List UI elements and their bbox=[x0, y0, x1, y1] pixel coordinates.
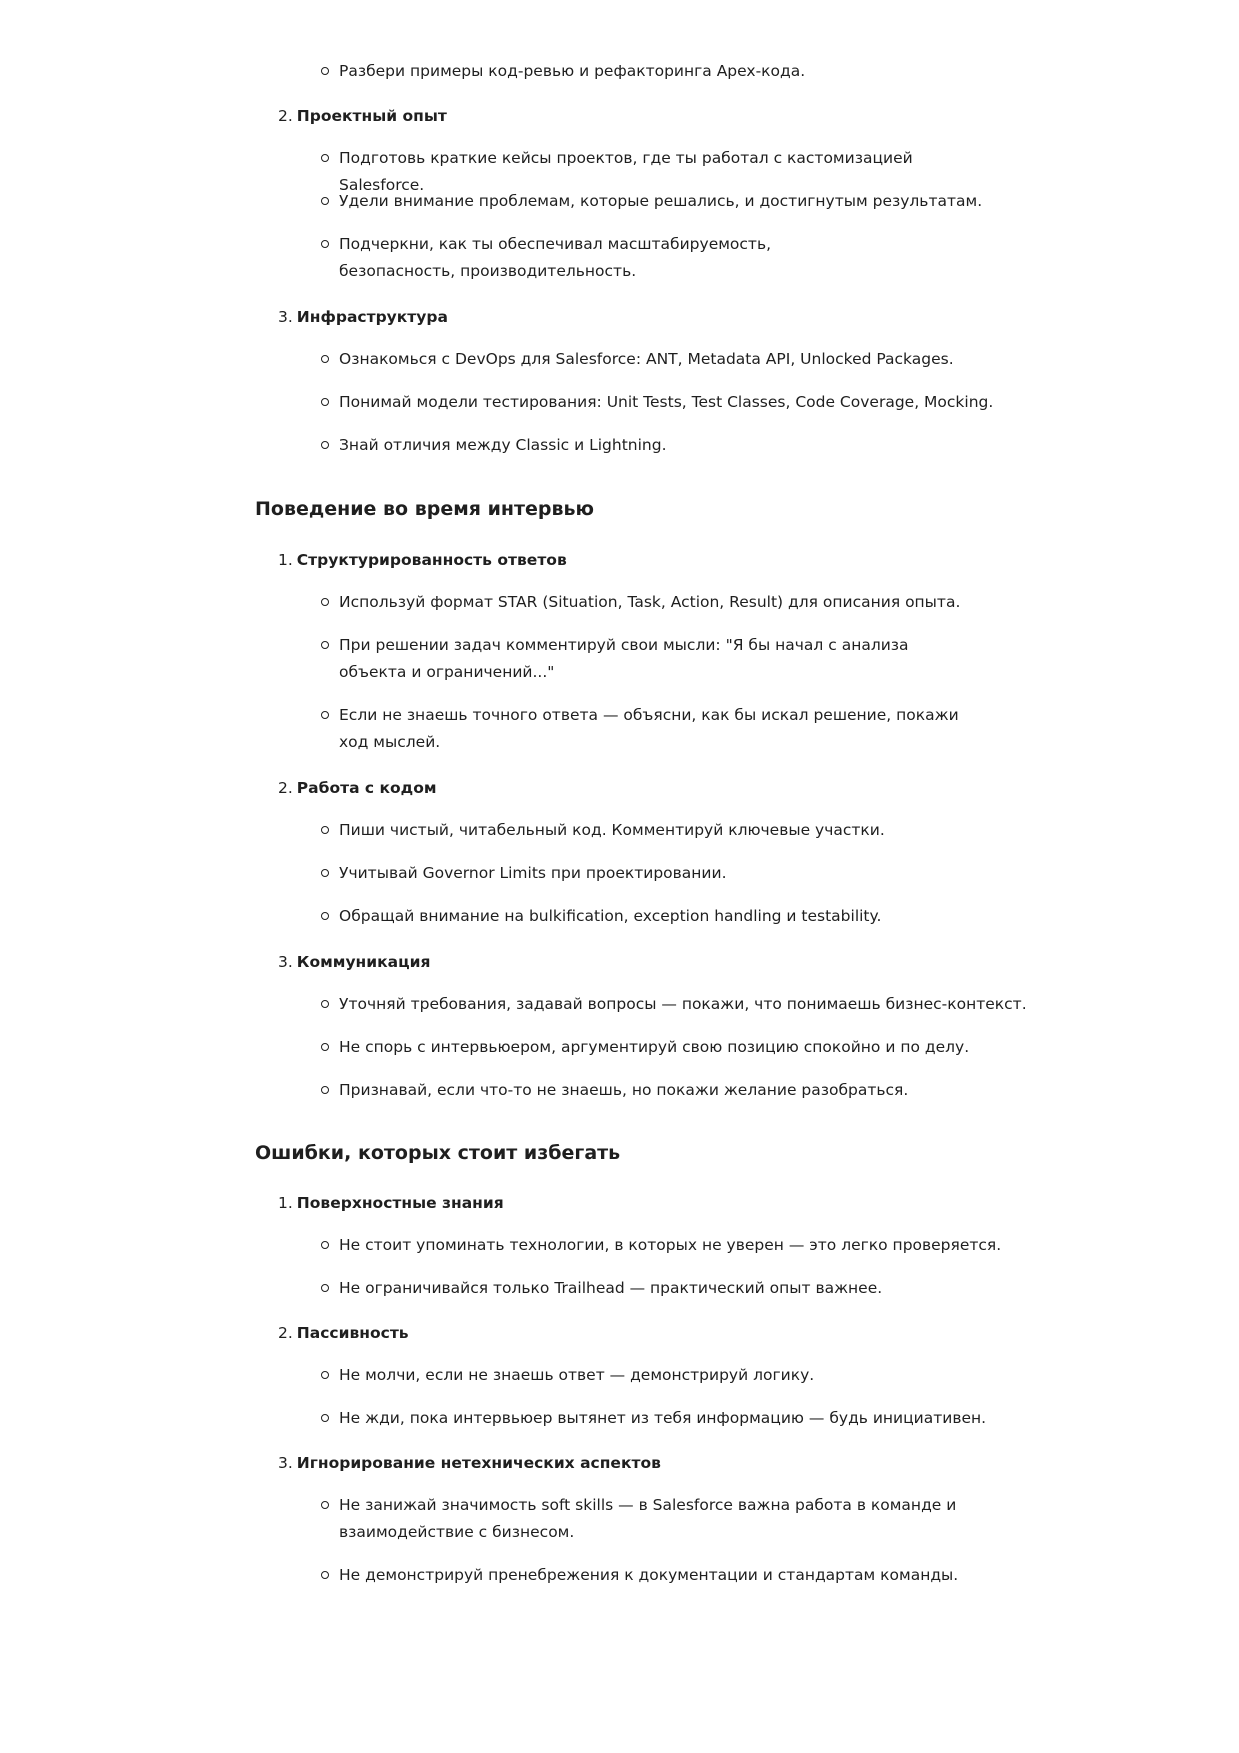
bullet-item: Знай отличия между Classic и Lightning. bbox=[339, 432, 999, 459]
bullet-item: Ознакомься с DevOps для Salesforce: ANT, Metadata API, Unlocked Packages. bbox=[339, 346, 999, 373]
numbered-item-project-experience bbox=[278, 106, 447, 126]
item-number: 3. bbox=[278, 308, 293, 326]
bullet-item: Уточняй требования, задавай вопросы — покажи, что понимаешь бизнес-контекст. bbox=[339, 991, 1039, 1018]
item-number: 2. bbox=[278, 779, 293, 797]
item-title: Пассивность bbox=[296, 1324, 409, 1342]
bullet-item: Удели внимание проблемам, которые решались, и достигнутым результатам. bbox=[339, 188, 999, 215]
bullet-item: Если не знаешь точного ответа — объясни, как бы искал решение, покажи ход мыслей. bbox=[339, 702, 979, 756]
item-number: 3. bbox=[278, 953, 293, 971]
item-title: Игнорирование нетехнических аспектов bbox=[296, 1454, 661, 1472]
item-title: Инфраструктура bbox=[296, 308, 448, 326]
item-number: 3. bbox=[278, 1454, 293, 1472]
bullet-item: При решении задач комментируй свои мысли: "Я бы начал с анализа объекта и ограничений..." bbox=[339, 632, 979, 686]
numbered-item-communication bbox=[278, 952, 430, 972]
numbered-item-passivity bbox=[278, 1323, 409, 1343]
item-number: 2. bbox=[278, 107, 293, 125]
item-number: 2. bbox=[278, 1324, 293, 1342]
item-title: Поверхностные знания bbox=[296, 1194, 504, 1212]
section-heading-interview-behavior: Поведение во время интервью bbox=[255, 498, 595, 520]
bullet-item: Не спорь с интервьюером, аргументируй свою позицию спокойно и по делу. bbox=[339, 1034, 999, 1061]
bullet-item: Не молчи, если не знаешь ответ — демонстрируй логику. bbox=[339, 1362, 999, 1389]
bullet-item: Не стоит упоминать технологии, в которых не уверен — это легко проверяется. bbox=[339, 1232, 1039, 1259]
numbered-item-superficial-knowledge bbox=[278, 1193, 504, 1213]
item-number: 1. bbox=[278, 551, 293, 569]
numbered-item-ignoring-nontechnical bbox=[278, 1453, 661, 1473]
numbered-item-working-with-code bbox=[278, 778, 437, 798]
bullet-item: Не ограничивайся только Trailhead — практический опыт важнее. bbox=[339, 1275, 999, 1302]
bullet-item: Обращай внимание на bulkification, exception handling и testability. bbox=[339, 903, 999, 930]
section-heading-mistakes-to-avoid: Ошибки, которых стоит избегать bbox=[255, 1142, 621, 1164]
bullet-item: Используй формат STAR (Situation, Task, Action, Result) для описания опыта. bbox=[339, 589, 999, 616]
bullet-item: Не занижай значимость soft skills — в Salesforce важна работа в команде и взаимодействие с бизнесом. bbox=[339, 1492, 959, 1546]
bullet-item: Пиши чистый, читабельный код. Комментируй ключевые участки. bbox=[339, 817, 999, 844]
item-number: 1. bbox=[278, 1194, 293, 1212]
item-title: Работа с кодом bbox=[296, 779, 437, 797]
bullet-item: Признавай, если что-то не знаешь, но покажи желание разобраться. bbox=[339, 1077, 999, 1104]
bullet-item: Учитывай Governor Limits при проектировании. bbox=[339, 860, 999, 887]
item-title: Структурированность ответов bbox=[296, 551, 567, 569]
bullet-item: Разбери примеры код-ревью и рефакторинга Apex-кода. bbox=[339, 58, 999, 85]
item-title: Коммуникация bbox=[296, 953, 431, 971]
bullet-item: Не демонстрируй пренебрежения к документации и стандартам команды. bbox=[339, 1562, 999, 1589]
bullet-item: Понимай модели тестирования: Unit Tests, Test Classes, Code Coverage, Mocking. bbox=[339, 389, 999, 416]
bullet-item: Подготовь краткие кейсы проектов, где ты работал с кастомизацией Salesforce. bbox=[339, 145, 999, 199]
bullet-item: Не жди, пока интервьюер вытянет из тебя информацию — будь инициативен. bbox=[339, 1405, 1039, 1432]
numbered-item-infrastructure bbox=[278, 307, 448, 327]
numbered-item-structured-answers bbox=[278, 550, 567, 570]
bullet-item: Подчеркни, как ты обеспечивал масштабируемость, безопасность, производительность. bbox=[339, 231, 859, 285]
item-title: Проектный опыт bbox=[296, 107, 447, 125]
